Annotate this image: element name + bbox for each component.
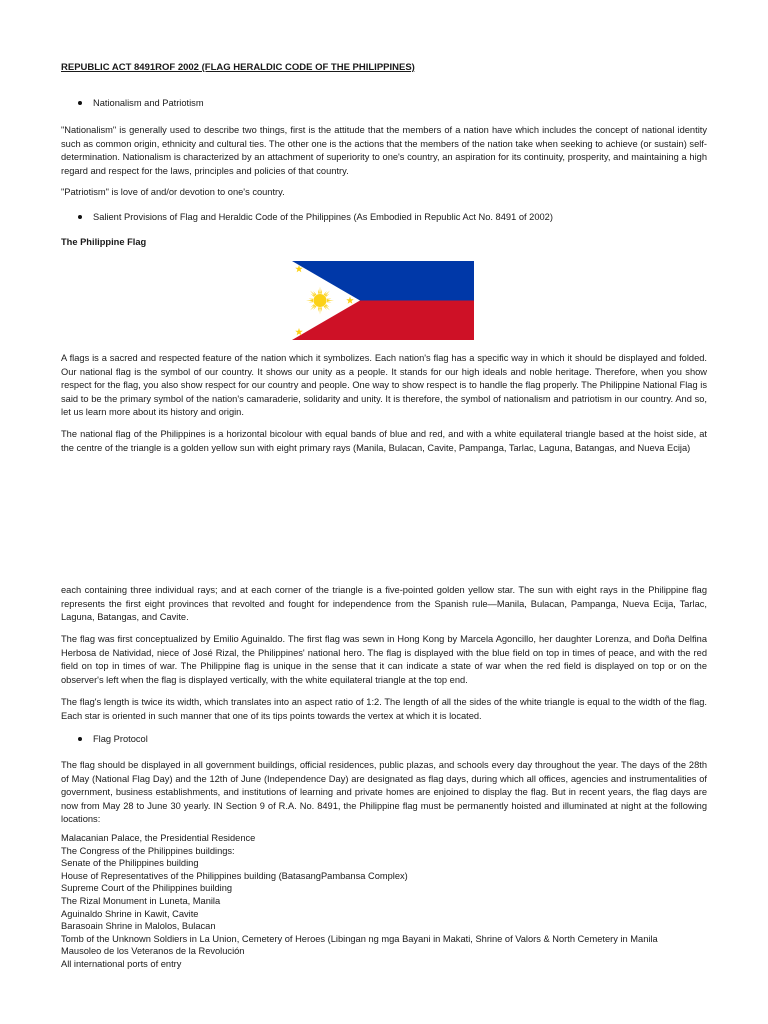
section-heading-philippine-flag: The Philippine Flag [61,237,147,247]
list-item: Tomb of the Unknown Soldiers in La Union, Cemetery of Heroes (Libingan ng mga Bayani in Makati, Shrine of Valors & North Cemetery in Manila [61,933,658,944]
paragraph-flag-length: The flag's length is twice its width, which translates into an aspect ratio of 1:2. The length of all the sides of the white triangle is equal to the width of the flag. Each star is oriented in such manner that one of its tips points towards the vertex at which it is located. [61,697,707,721]
list-item: Senate of the Philippines building [61,858,199,869]
paragraph-flag-sacred: A flags is a sacred and respected feature of the nation which it symbolizes. Each nation's flag has a specific way in which it should be displayed and folded. Our national flag is the symbol of our country. It shows our unity as a people. It stands for our high ideals and noble heritage. Therefore, when you show respect for the flag, you also show respect for our country and people. One way to show respect is to handle the flag properly. The Philippine National Flag is said to be the primary symbol of the nation's camaraderie, solidarity and unity. It is therefore, the symbol of nationalism and patriotism in our country. And so, let us learn more about its history and origin. [61,353,707,417]
paragraph-flag-rays: each containing three individual rays; and at each corner of the triangle is a five-pointed golden yellow star. The sun with eight rays in the Philippine flag represents the first eight provinces that revolted and fought for independence from the Spanish rule—Manila, Bulacan, Pampanga, Nueva Ecija, Tarlac, Laguna, Batangas, and Cavite. [61,585,707,622]
list-item: Malacanian Palace, the Presidential Residence [61,833,256,843]
paragraph-flag-history: The flag was first conceptualized by Emilio Aguinaldo. The first flag was sewn in Hong Kong by Marcela Agoncillo, her daughter Lorenza, and Doña Delfina Herbosa de Natividad, niece of José Rizal, the Philippines' national hero. The flag is displayed with the blue field on top in times of peace, and with the red field on top in times of war. The Philippine flag is unique in the sense that it can indicate a state of war when the red field is displayed on top or on the observer's left when the flag is displayed vertically, with the white equilateral triangle at the top end. [61,634,707,685]
bullet-flag-protocol [78,734,148,744]
list-item: House of Representatives of the Philippines building (BatasangPambansa Complex) [61,870,408,881]
list-item: The Congress of the Philippines buildings: [61,845,235,856]
bullet-dot-icon [78,737,82,741]
paragraph-nationalism: "Nationalism" is generally used to describe two things, first is the attitude that the members of a nation have which includes the concept of national identity such as common origin, ethnicity and cultural ties. The other one is the actions that the members of the nation take when seeking to achieve (or sustain) self-determination. Nationalism is characterized by an attachment of superiority to one's country, an aspiration for its continuity, prosperity, and maintaining a high regard and respect for the laws, principles and policies of that country. [61,125,707,176]
bullet-dot-icon [78,215,82,219]
bullet-salient-label: Salient Provisions of Flag and Heraldic Code of the Philippines (As Embodied in Republic Act No. 8491 of 2002) [93,212,553,222]
bullet-salient-provisions [78,212,553,222]
document-title: REPUBLIC ACT 8491ROF 2002 (FLAG HERALDIC CODE OF THE PHILIPPINES) [61,62,415,73]
bullet-protocol-label: Flag Protocol [93,734,148,744]
philippine-flag-image [292,261,474,340]
list-item: Supreme Court of the Philippines building [61,883,233,894]
list-item: All international ports of entry [61,958,182,969]
paragraph-flag-protocol: The flag should be displayed in all government buildings, official residences, public plazas, and schools every day throughout the year. The days of the 28th of May (National Flag Day) and the 12th of June (Independence Day) are designated as flag days, during which all offices, agencies and instrumentalities of government, business establishments, and institutions of learning and private homes are enjoined to display the flag. But in recent years, the flag days are now from May 28 to June 30 yearly. IN Section 9 of R.A. No. 8491, the Philippine flag must be permanently hoisted and illuminated at night at the following locations: [61,760,707,824]
list-item: Aguinaldo Shrine in Kawit, Cavite [61,908,199,919]
list-item: The Rizal Monument in Luneta, Manila [61,895,221,906]
flag-sun-icon [306,287,334,315]
bullet-nationalism-label: Nationalism and Patriotism [93,98,204,108]
bullet-nationalism [78,98,204,108]
list-item: Mausoleo de los Veteranos de la Revolución [61,946,245,957]
paragraph-flag-bicolour: The national flag of the Philippines is a horizontal bicolour with equal bands of blue and red, and with a white equilateral triangle based at the hoist side, at the centre of the triangle is a golden yellow sun with eight primary rays (Manila, Bulacan, Cavite, Pampanga, Tarlac, Laguna, Batangas, and Nueva Ecija) [61,429,707,453]
paragraph-patriotism: "Patriotism" is love of and/or devotion to one's country. [61,187,285,197]
bullet-dot-icon [78,101,82,105]
locations-list [61,832,658,971]
list-item: Barasoain Shrine in Malolos, Bulacan [61,921,216,932]
